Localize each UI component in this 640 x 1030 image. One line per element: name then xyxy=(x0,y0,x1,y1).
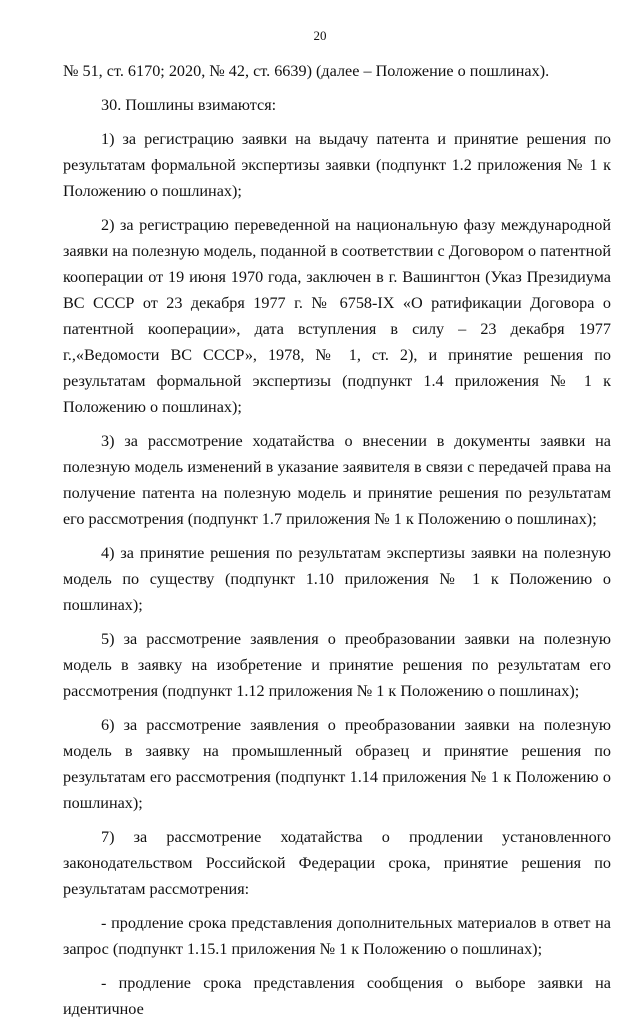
paragraph-subitem-4: 4) за принятие решения по результатам экспертизы заявки на полезную модель по существу (подпункт 1.10 приложения № 1 к Положению о пошлинах); xyxy=(63,544,611,614)
page-number: 20 xyxy=(313,28,327,43)
paragraph-subitem-6: 6) за рассмотрение заявления о преобразовании заявки на полезную модель в заявку на промышленный образец и принятие решения по результатам его рассмотрения (подпункт 1.14 приложения № 1 к Положению о пошлинах); xyxy=(63,716,611,812)
paragraph-subitem-3: 3) за рассмотрение ходатайства о внесении в документы заявки на полезную модель изменений в указание заявителя в связи с передачей права на получение патента на полезную модель и принятие решения по результатам его рассмотрения (подпункт 1.7 приложения № 1 к Положению о пошлинах); xyxy=(63,432,611,528)
paragraph-dash-item-2: - продление срока представления сообщения о выборе заявки на идентичное xyxy=(63,974,611,1018)
paragraph-dash-item-1: - продление срока представления дополнительных материалов в ответ на запрос (подпункт 1.15.1 приложения № 1 к Положению о пошлинах); xyxy=(63,914,611,958)
paragraph-subitem-7: 7) за рассмотрение ходатайства о продлении установленного законодательством Российской Федерации срока, принятие решения по результатам рассмотрения: xyxy=(63,828,611,898)
paragraph-continuation: № 51, ст. 6170; 2020, № 42, ст. 6639) (далее – Положение о пошлинах). xyxy=(63,62,550,80)
paragraph-subitem-5: 5) за рассмотрение заявления о преобразовании заявки на полезную модель в заявку на изобретение и принятие решения по результатам его рассмотрения (подпункт 1.12 приложения № 1 к Положению о пошлинах); xyxy=(63,630,611,700)
paragraph-item-30: 30. Пошлины взимаются: xyxy=(101,96,277,114)
paragraph-subitem-1: 1) за регистрацию заявки на выдачу патента и принятие решения по результатам формальной экспертизы заявки (подпункт 1.2 приложения № 1 к Положению о пошлинах); xyxy=(63,130,611,200)
document-body xyxy=(63,58,611,1030)
paragraph-subitem-2: 2) за регистрацию переведенной на национальную фазу международной заявки на полезную модель, поданной в соответствии с Договором о патентной кооперации от 19 июня 1970 года, заключен в г. Вашингтон (Указ Президиума ВС СССР от 23 декабря 1977 г. № 6758-IX «О ратификации Договора о патентной кооперации», дата вступления в силу – 23 декабря 1977 г.,«Ведомости ВС СССР», 1978, № 1, ст. 2), и принятие решения по результатам формальной экспертизы (подпункт 1.4 приложения № 1 к Положению о пошлинах); xyxy=(63,216,611,416)
